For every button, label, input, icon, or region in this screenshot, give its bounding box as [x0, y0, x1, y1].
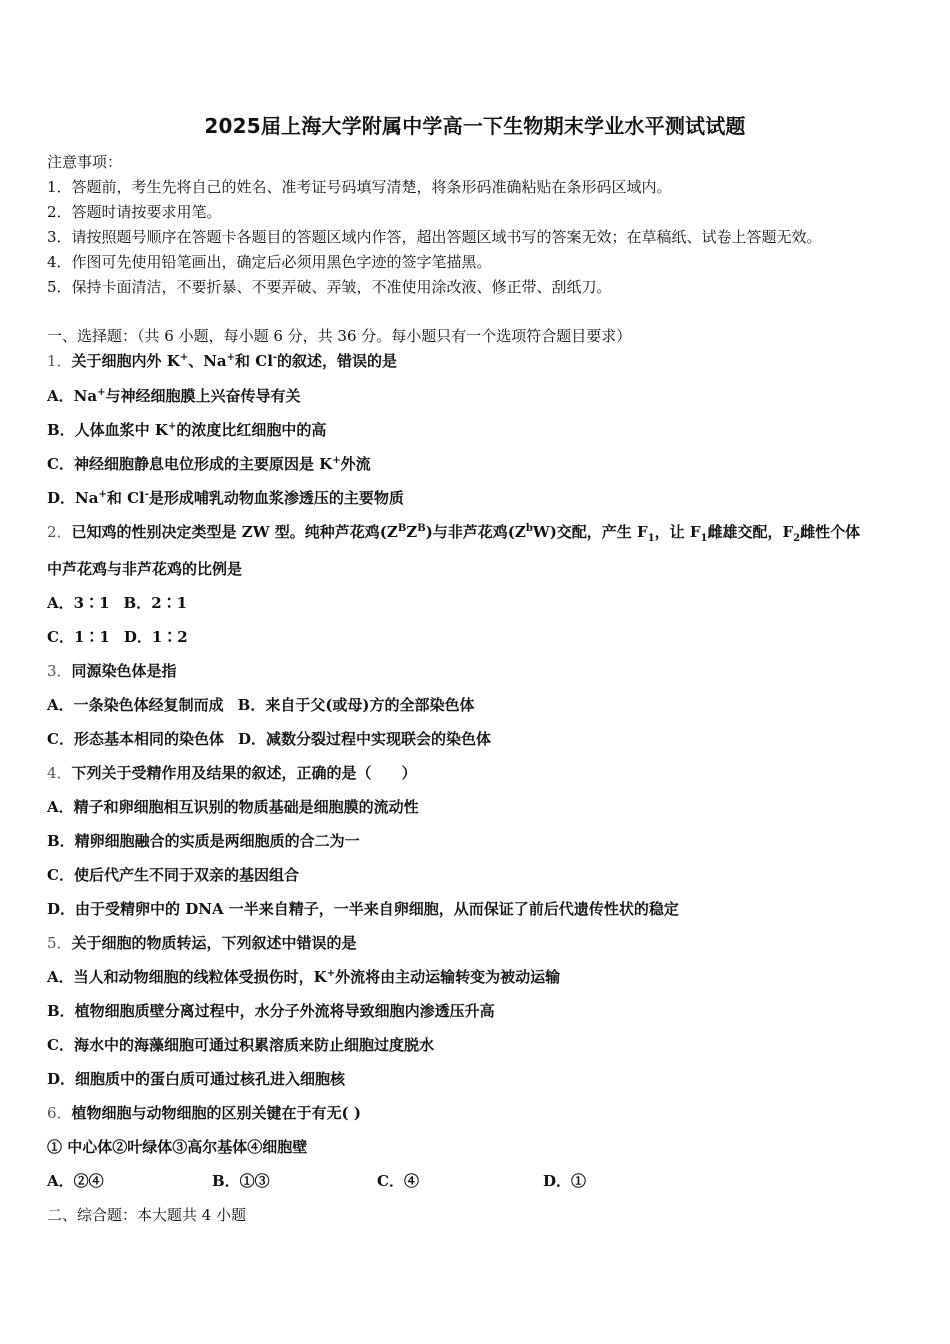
option-b: B．2∶1 [123, 594, 188, 612]
notice-heading: 注意事项： [47, 153, 123, 171]
option-b: B．植物细胞质壁分离过程中，水分子外流将导致细胞内渗透压升高 [47, 1002, 495, 1020]
option-a: A．一条染色体经复制而成 [47, 696, 224, 714]
question-2-cont: 中芦花鸡与非芦花鸡的比例是 [47, 560, 243, 578]
question-5: 5．关于细胞的物质转运，下列叙述中错误的是 [47, 934, 357, 952]
option-b: B．人体血浆中 K+的浓度比红细胞中的高 [47, 421, 327, 439]
options-row [47, 627, 188, 647]
option-a: A．3∶1 [47, 594, 110, 612]
option-a: A．当人和动物细胞的线粒体受损伤时，K+外流将由主动运输转变为被动运输 [47, 968, 561, 986]
notice-item: 2．答题时请按要求用笔。 [47, 203, 222, 221]
option-c: C．神经细胞静息电位形成的主要原因是 K+外流 [47, 455, 371, 473]
notice-item: 4．作图可先使用铅笔画出，确定后必须用黑色字迹的签字笔描黑。 [47, 253, 492, 271]
option-c: C．海水中的海藻细胞可通过积累溶质来防止细胞过度脱水 [47, 1036, 434, 1054]
option-c: C．1∶1 [47, 628, 110, 646]
question-1: 1．关于细胞内外 K+、Na+和 Cl-的叙述，错误的是 [47, 352, 398, 370]
options-row [47, 593, 187, 613]
question-number: 5． [47, 934, 72, 952]
question-6: 6．植物细胞与动物细胞的区别关键在于有无( ) [47, 1104, 361, 1122]
option-c: C．形态基本相同的染色体 [47, 730, 224, 748]
section-1-heading: 一、选择题：（共 6 小题，每小题 6 分，共 36 分。每小题只有一个选项符合题目要求） [47, 327, 632, 345]
option-a: A．精子和卵细胞相互识别的物质基础是细胞膜的流动性 [47, 798, 419, 816]
option-c: C．使后代产生不同于双亲的基因组合 [47, 866, 299, 884]
option-a: A．Na+与神经细胞膜上兴奋传导有关 [47, 387, 301, 405]
option-d: D．1∶2 [123, 628, 188, 646]
notice-item: 3．请按照题号顺序在答题卡各题目的答题区域内作答，超出答题区域书写的答案无效；在草稿纸、试卷上答题无效。 [47, 228, 822, 246]
option-d: D．细胞质中的蛋白质可通过核孔进入细胞核 [47, 1070, 346, 1088]
page-title: 2025届上海大学附属中学高一下生物期末学业水平测试试题 [204, 114, 746, 138]
question-number: 6． [47, 1104, 72, 1122]
section-2-heading: 二、综合题：本大题共 4 小题 [47, 1206, 247, 1224]
notice-item: 1．答题前，考生先将自己的姓名、准考证号码填写清楚，将条形码准确粘贴在条形码区域内。 [47, 178, 672, 196]
options-row [47, 729, 491, 749]
question-number: 3． [47, 662, 72, 680]
option-d: D．由于受精卵中的 DNA 一半来自精子，一半来自卵细胞，从而保证了前后代遗传性状的稳定 [47, 900, 679, 918]
option-b: B．①③ [212, 1172, 270, 1190]
option-c: C．④ [377, 1172, 419, 1190]
option-d: D．① [543, 1172, 587, 1190]
question-2: 2．已知鸡的性别决定类型是 ZW 型。纯种芦花鸡$(Z^BZ^B)$与非芦花鸡$(Z^bW)$交配，产生 $F_1$，让 $F_1$雌雄交配，$F_2$雌性个体 [47, 523, 861, 544]
option-b: B．精卵细胞融合的实质是两细胞质的合二为一 [47, 832, 360, 850]
question-number: 2． [47, 523, 72, 541]
option-d: D．Na+和 Cl-是形成哺乳动物血浆渗透压的主要物质 [47, 489, 404, 507]
option-b: B．来自于父(或母)方的全部染色体 [237, 696, 475, 714]
question-6-items: ① 中心体②叶绿体③高尔基体④细胞壁 [47, 1138, 308, 1156]
question-number: 1． [47, 352, 72, 370]
option-a: A．②④ [47, 1172, 104, 1190]
option-d: D．减数分裂过程中实现联会的染色体 [237, 730, 491, 748]
notice-item: 5．保持卡面清洁，不要折暴、不要弄破、弄皱，不准使用涂改液、修正带、刮纸刀。 [47, 278, 612, 296]
question-number: 4． [47, 764, 72, 782]
question-3: 3．同源染色体是指 [47, 662, 177, 680]
options-row [47, 695, 475, 715]
question-4: 4．下列关于受精作用及结果的叙述，正确的是（ ） [47, 764, 417, 782]
